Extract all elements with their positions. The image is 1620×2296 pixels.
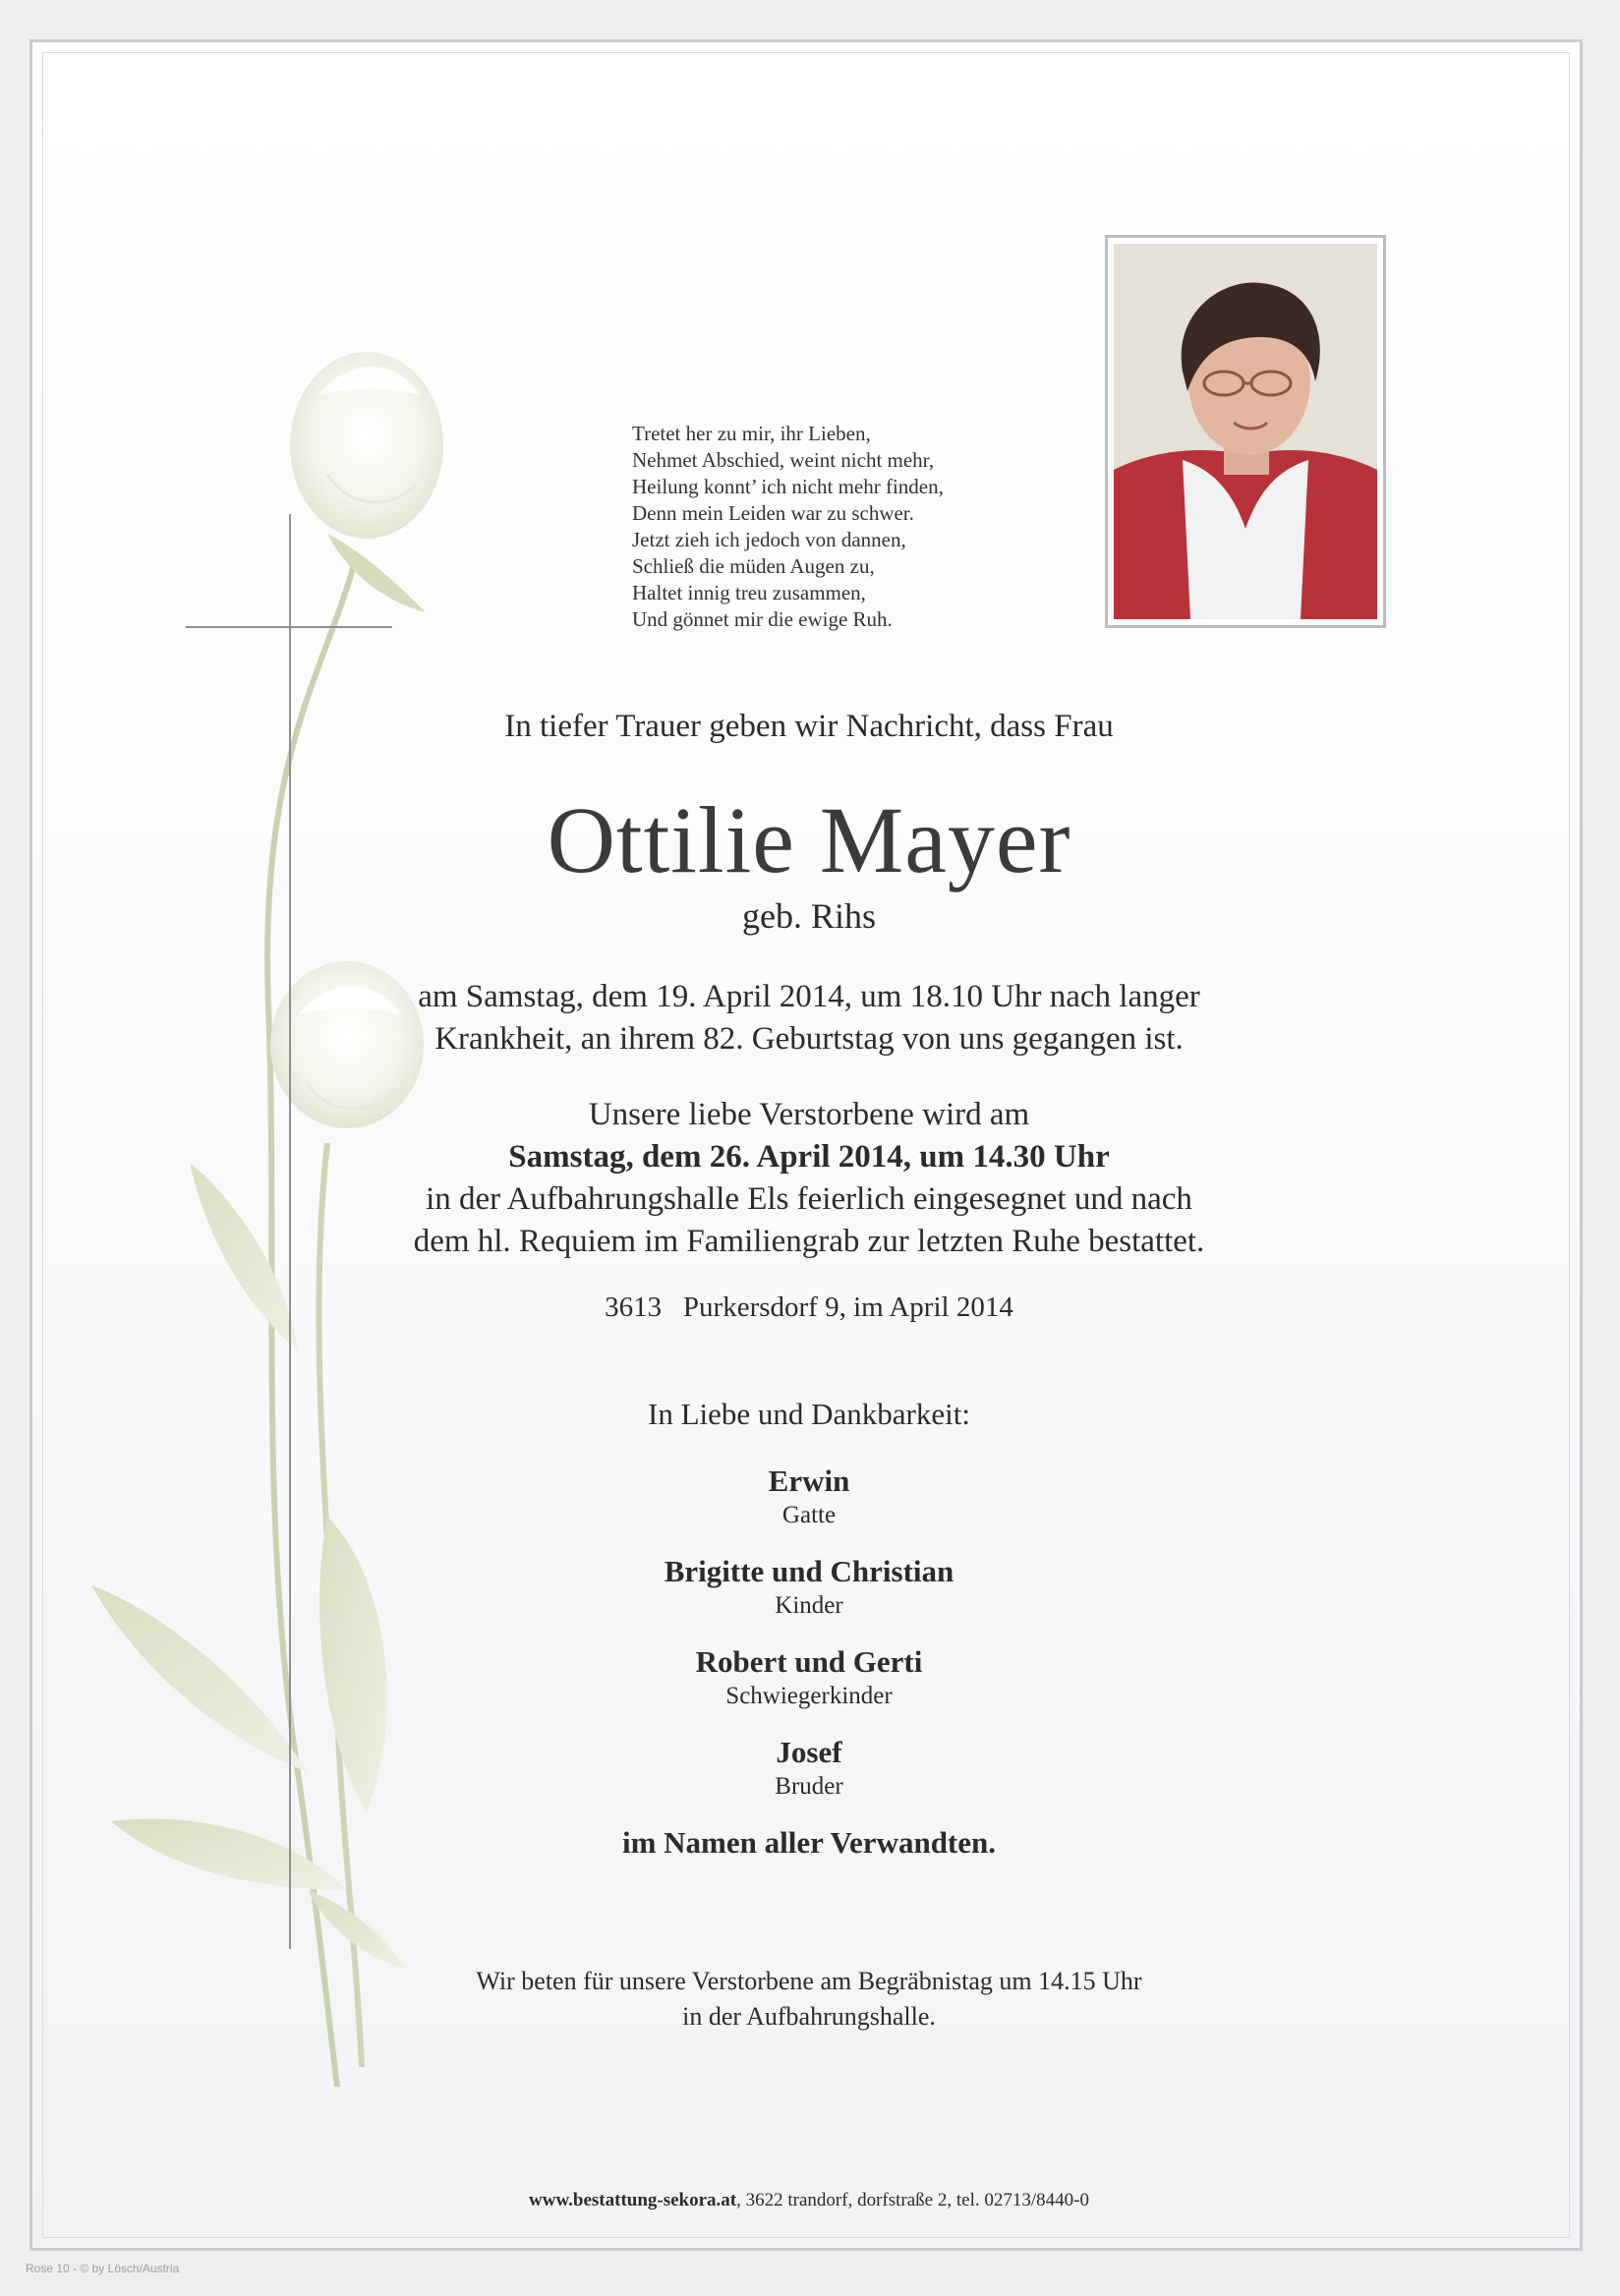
prayer-line: Wir beten für unsere Verstorbene am Begräbnistag um 14.15 Uhr [476, 1967, 1142, 1995]
poem-line: Schließ die müden Augen zu, [632, 554, 875, 578]
mourner-relation: Gatte [781, 1502, 837, 1528]
mourner-relation: Kinder [775, 1592, 843, 1619]
deceased-name: Ottilie Mayer [547, 787, 1071, 892]
footer [32, 2190, 1586, 2211]
cross-horizontal-bar [186, 626, 392, 628]
announcement-intro: In tiefer Trauer geben wir Nachricht, dass Frau [504, 709, 1114, 744]
poem-line: Haltet innig treu zusammen, [632, 581, 866, 604]
prayer-notice [32, 1964, 1586, 2035]
poem-line: Heilung konnt’ ich nicht mehr finden, [632, 475, 944, 498]
portrait-photo [1114, 244, 1377, 619]
mourner-name: Robert und Gerti [695, 1644, 923, 1679]
mourner-name: Erwin [768, 1464, 850, 1498]
footer-address: , 3622 trandorf, dorfstraße 2, tel. 02713/8440-0 [736, 2190, 1089, 2210]
poem [632, 421, 1065, 633]
prayer-line: in der Aufbahrungshalle. [682, 2002, 936, 2031]
funeral-line: Unsere liebe Verstorbene wird am [588, 1097, 1030, 1132]
funeral-date-time: Samstag, dem 26. April 2014, um 14.30 Uhr [508, 1139, 1110, 1175]
death-line: Krankheit, an ihrem 82. Geburtstag von uns gegangen ist. [434, 1021, 1184, 1057]
death-line: am Samstag, dem 19. April 2014, um 18.10 Uhr nach langer [418, 979, 1200, 1014]
thanks-heading: In Liebe und Dankbarkeit: [648, 1397, 970, 1431]
death-notice [32, 976, 1586, 1061]
poem-line: Und gönnet mir die ewige Ruh. [632, 607, 893, 631]
closing-line: im Namen aller Verwandten. [621, 1825, 997, 1860]
obituary-sheet [29, 39, 1583, 2251]
mourner-name: Josef [776, 1735, 842, 1769]
footer-website-link[interactable]: www.bestattung-sekora.at [529, 2190, 737, 2210]
poem-line: Tretet her zu mir, ihr Lieben, [632, 422, 871, 445]
poem-line: Nehmet Abschied, weint nicht mehr, [632, 448, 935, 472]
mourner-relation: Schwiegerkinder [725, 1683, 893, 1709]
poem-line: Denn mein Leiden war zu schwer. [632, 501, 914, 525]
poem-line: Jetzt zieh ich jedoch von dannen, [632, 528, 906, 551]
mourner-relation: Bruder [775, 1773, 843, 1800]
maiden-name: geb. Rihs [741, 896, 876, 936]
funeral-line: dem hl. Requiem im Familiengrab zur letzten Ruhe bestattet. [413, 1224, 1205, 1259]
place-date: 3613 Purkersdorf 9, im April 2014 [605, 1292, 1013, 1323]
portrait-illustration [1114, 244, 1377, 619]
portrait-frame [1105, 235, 1386, 628]
copyright-note: Rose 10 - © by Lösch/Austria [26, 2262, 180, 2275]
funeral-line: in der Aufbahrungshalle Els feierlich eingesegnet und nach [426, 1181, 1192, 1217]
mourner-name: Brigitte und Christian [664, 1554, 955, 1588]
funeral-notice [32, 1094, 1586, 1263]
